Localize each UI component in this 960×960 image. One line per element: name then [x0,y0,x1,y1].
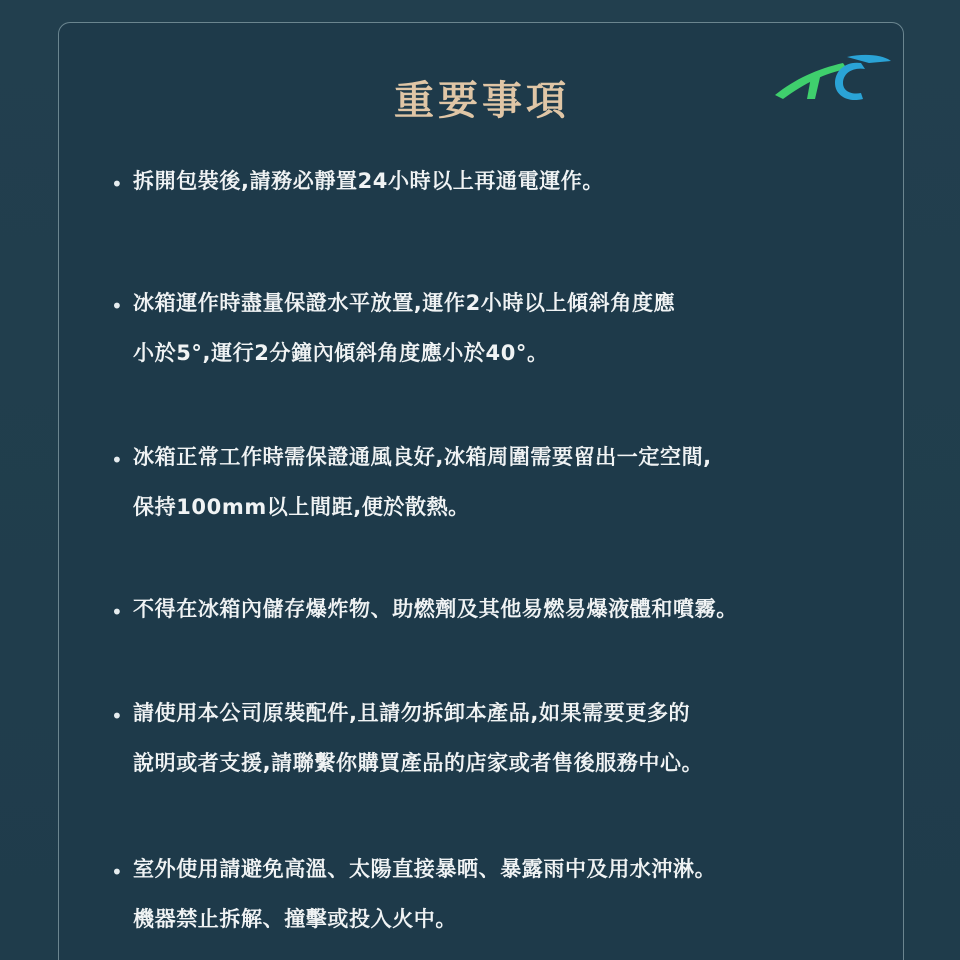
item-line: 小於5°,運行2分鐘內傾斜角度應小於40°。 [133,341,549,365]
notice-list [59,23,905,960]
item-line: 冰箱運作時盡量保證水平放置,運作2小時以上傾斜角度應 [133,291,676,315]
item-line: 拆開包裝後,請務必靜置24小時以上再通電運作。 [133,169,604,193]
bullet-icon: • [111,448,123,472]
page-title: 重要事項 [394,78,570,124]
item-line: 機器禁止拆解、撞擊或投入火中。 [133,907,457,931]
bullet-icon: • [111,600,123,624]
item-line: 室外使用請避免高溫、太陽直接暴晒、暴露雨中及用水沖淋。 [133,857,717,881]
bullet-icon: • [111,294,123,318]
item-line: 請使用本公司原裝配件,且請勿拆卸本產品,如果需要更多的 [133,701,691,725]
item-line: 冰箱正常工作時需保證通風良好,冰箱周圍需要留出一定空間, [133,445,712,469]
bullet-icon: • [111,860,123,884]
item-line: 不得在冰箱內儲存爆炸物、助燃劑及其他易燃易爆液體和噴霧。 [133,597,738,621]
item-line: 說明或者支援,請聯繫你購買產品的店家或者售後服務中心。 [133,751,704,775]
bullet-icon: • [111,704,123,728]
bullet-icon: • [111,172,123,196]
notice-panel [58,22,904,960]
item-line: 保持100mm以上間距,便於散熱。 [133,495,470,519]
